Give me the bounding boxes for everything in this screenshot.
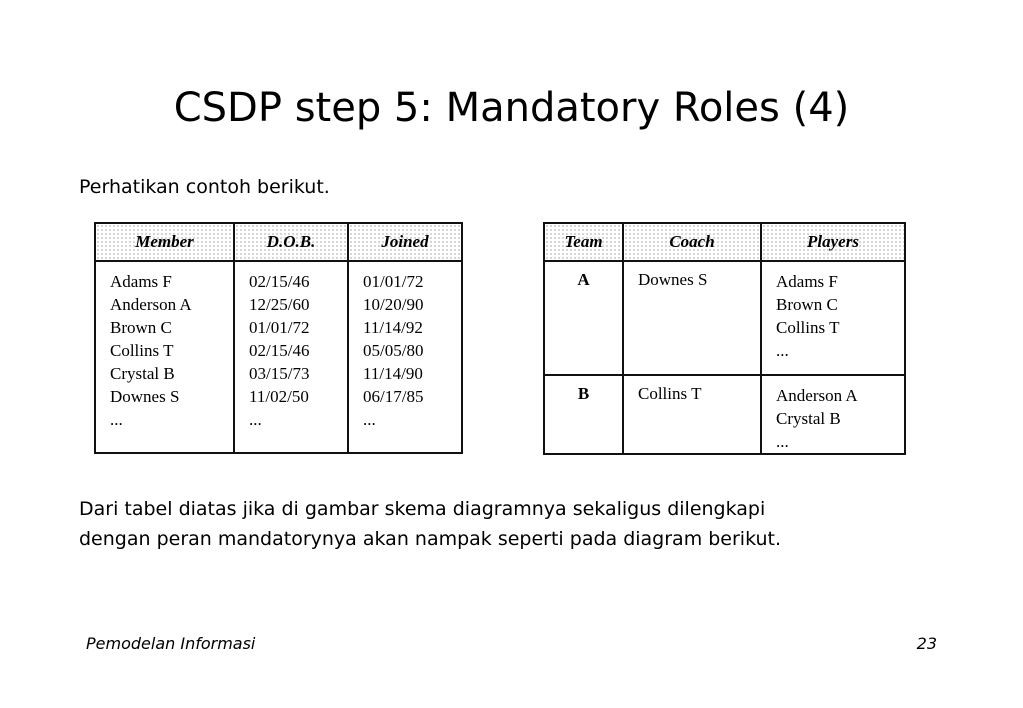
player-name: Collins T	[776, 318, 840, 337]
dob-ellipsis: ...	[249, 410, 262, 429]
intro-text: Perhatikan contoh berikut.	[79, 176, 330, 198]
joined-column	[348, 261, 462, 453]
member-column	[95, 261, 234, 453]
player-name: Anderson A	[776, 386, 858, 405]
member-ellipsis: ...	[110, 410, 123, 429]
player-name: Brown C	[776, 295, 838, 314]
dob-value: 02/15/46	[249, 341, 310, 360]
player-name: Adams F	[776, 272, 838, 291]
member-name: Brown C	[110, 318, 172, 337]
header-dob: D.O.B.	[234, 223, 348, 261]
joined-value: 11/14/90	[363, 364, 423, 383]
joined-value: 05/05/80	[363, 341, 424, 360]
dob-value: 03/15/73	[249, 364, 310, 383]
dob-value: 11/02/50	[249, 387, 309, 406]
players-cell	[761, 261, 905, 375]
paragraph-line: Dari tabel diatas jika di gambar skema diagramnya sekaligus dilengkapi	[79, 498, 766, 520]
member-name: Collins T	[110, 341, 174, 360]
player-name: Crystal B	[776, 409, 841, 428]
coach-cell: Downes S	[623, 261, 761, 375]
slide-title: CSDP step 5: Mandatory Roles (4)	[173, 85, 850, 131]
dob-value: 12/25/60	[249, 295, 310, 314]
description-paragraph	[79, 494, 979, 554]
header-team: Team	[544, 223, 623, 261]
team-cell: B	[544, 375, 623, 454]
header-member: Member	[95, 223, 234, 261]
joined-value: 01/01/72	[363, 272, 424, 291]
player-ellipsis: ...	[776, 432, 789, 451]
member-name: Crystal B	[110, 364, 175, 383]
footer-course-title: Pemodelan Informasi	[86, 634, 256, 653]
joined-value: 10/20/90	[363, 295, 424, 314]
member-name: Anderson A	[110, 295, 192, 314]
member-name: Downes S	[110, 387, 180, 406]
joined-value: 06/17/85	[363, 387, 424, 406]
table-row	[544, 261, 905, 375]
coach-cell: Collins T	[623, 375, 761, 454]
teams-table	[543, 222, 906, 455]
header-joined: Joined	[348, 223, 462, 261]
member-name: Adams F	[110, 272, 172, 291]
players-cell	[761, 375, 905, 454]
dob-column	[234, 261, 348, 453]
page-number: 23	[916, 634, 937, 653]
header-coach: Coach	[623, 223, 761, 261]
joined-value: 11/14/92	[363, 318, 423, 337]
members-table	[94, 222, 463, 454]
header-players: Players	[761, 223, 905, 261]
player-ellipsis: ...	[776, 341, 789, 360]
dob-value: 01/01/72	[249, 318, 310, 337]
joined-ellipsis: ...	[363, 410, 376, 429]
paragraph-line: dengan peran mandatorynya akan nampak seperti pada diagram berikut.	[79, 528, 782, 550]
table-row	[544, 375, 905, 454]
dob-value: 02/15/46	[249, 272, 310, 291]
team-cell: A	[544, 261, 623, 375]
